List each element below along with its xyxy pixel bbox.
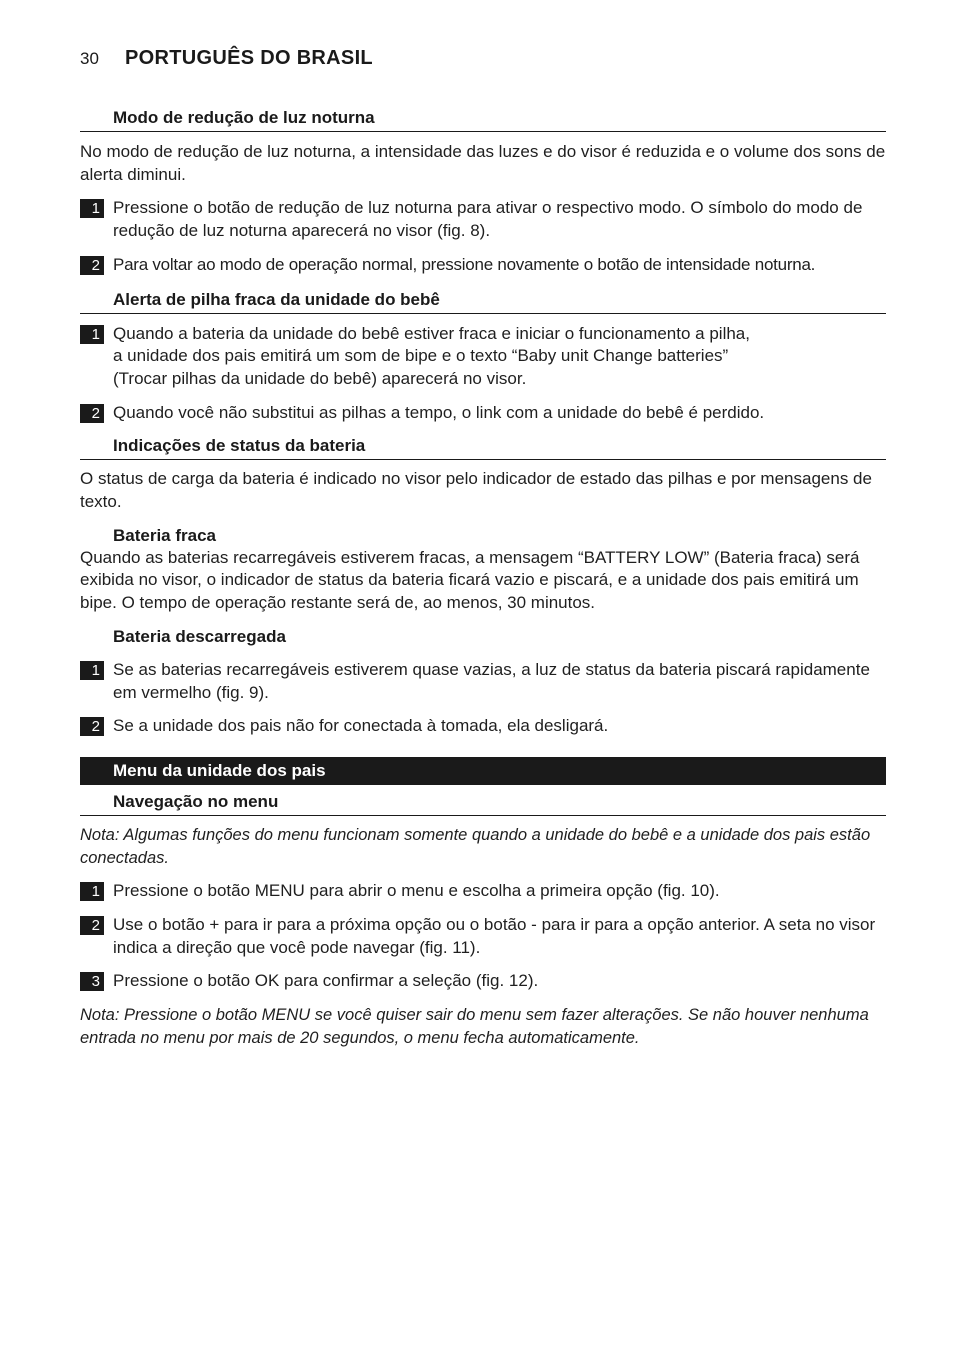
- weak-battery-text: Quando as baterias recarregáveis estiverem fracas, a mensagem “BATTERY LOW” (Bateria fraca) será exibida no visor, o indicador de status da bateria ficará vazio e piscará, e a unidade dos pais emitirá um bipe. O tempo de operação restante será de, ao menos, 30 minutos.: [80, 547, 860, 613]
- low-battery-step-2: [80, 402, 886, 425]
- step-number: 2: [80, 404, 104, 423]
- page-content: [80, 107, 886, 1050]
- empty-battery-step-2: [80, 715, 886, 738]
- step-number: 2: [80, 916, 104, 935]
- step-text: Quando você não substitui as pilhas a tempo, o link com a unidade do bebê é perdido.: [113, 402, 765, 422]
- step-text: Para voltar ao modo de operação normal, pressione novamente o botão de intensidade noturna.: [113, 254, 816, 274]
- night-mode-step-2: [80, 254, 886, 277]
- step-number: 1: [80, 882, 104, 901]
- parent-menu-band-heading: Menu da unidade dos pais: [80, 757, 886, 785]
- menu-note-2: Nota: Pressione o botão MENU se você quiser sair do menu sem fazer alterações. Se não houver nenhuma entrada no menu por mais de 20 segundos, o menu fecha automaticamente.: [80, 1006, 869, 1047]
- night-mode-heading: Modo de redução de luz noturna: [80, 107, 886, 132]
- step-text: Use o botão + para ir para a próxima opção ou o botão - para ir para a opção anterior. A seta no visor indica a direção que você pode navegar (fig. 11).: [113, 915, 876, 957]
- menu-navigation-heading: Navegação no menu: [80, 791, 886, 816]
- weak-battery-title: Bateria fraca: [113, 525, 217, 545]
- empty-battery-title: Bateria descarregada: [113, 626, 286, 646]
- step-text: Se as baterias recarregáveis estiverem quase vazias, a luz de status da bateria piscará rapidamente em vermelho (fig. 9).: [113, 659, 870, 702]
- step-text: [113, 323, 886, 391]
- low-battery-step-1: [80, 323, 886, 391]
- low-battery-alert-heading: Alerta de pilha fraca da unidade do bebê: [80, 289, 886, 314]
- step-number: 1: [80, 325, 104, 344]
- page-header: [80, 47, 373, 70]
- empty-battery-step-1: [80, 659, 886, 704]
- step-text: Se a unidade dos pais não for conectada à tomada, ela desligará.: [113, 716, 609, 736]
- step-text-line: (Trocar pilhas da unidade do bebê) aparecerá no visor.: [113, 368, 527, 388]
- step-number: 1: [80, 199, 104, 218]
- step-number: 1: [80, 661, 104, 680]
- step-number: 2: [80, 717, 104, 736]
- step-text: Pressione o botão de redução de luz noturna para ativar o respectivo modo. O símbolo do modo de redução de luz noturna aparecerá no visor (fig. 8).: [113, 198, 863, 241]
- page-language-title: PORTUGUÊS DO BRASIL: [125, 47, 373, 69]
- battery-status-heading: Indicações de status da bateria: [80, 435, 886, 460]
- menu-step-1: [80, 880, 886, 903]
- night-mode-step-1: [80, 197, 886, 242]
- page-number: 30: [80, 49, 99, 68]
- night-mode-intro: No modo de redução de luz noturna, a intensidade das luzes e do visor é reduzida e o volume dos sons de alerta diminui.: [80, 142, 886, 184]
- step-text-line: a unidade dos pais emitirá um som de bipe e o texto “Baby unit Change batteries”: [113, 346, 729, 366]
- step-number: 2: [80, 256, 104, 275]
- menu-step-3: [80, 970, 886, 993]
- step-text: Pressione o botão MENU para abrir o menu e escolha a primeira opção (fig. 10).: [113, 881, 720, 901]
- menu-note-1: Nota: Algumas funções do menu funcionam somente quando a unidade do bebê e a unidade dos pais estão conectadas.: [80, 825, 871, 867]
- step-text-line: Quando a bateria da unidade do bebê estiver fraca e iniciar o funcionamento a pilha,: [113, 323, 750, 343]
- battery-status-intro: O status de carga da bateria é indicado no visor pelo indicador de estado das pilhas e por mensagens de texto.: [80, 469, 872, 512]
- step-text: Pressione o botão OK para confirmar a seleção (fig. 12).: [113, 971, 539, 991]
- menu-step-2: [80, 914, 886, 959]
- step-number: 3: [80, 972, 104, 991]
